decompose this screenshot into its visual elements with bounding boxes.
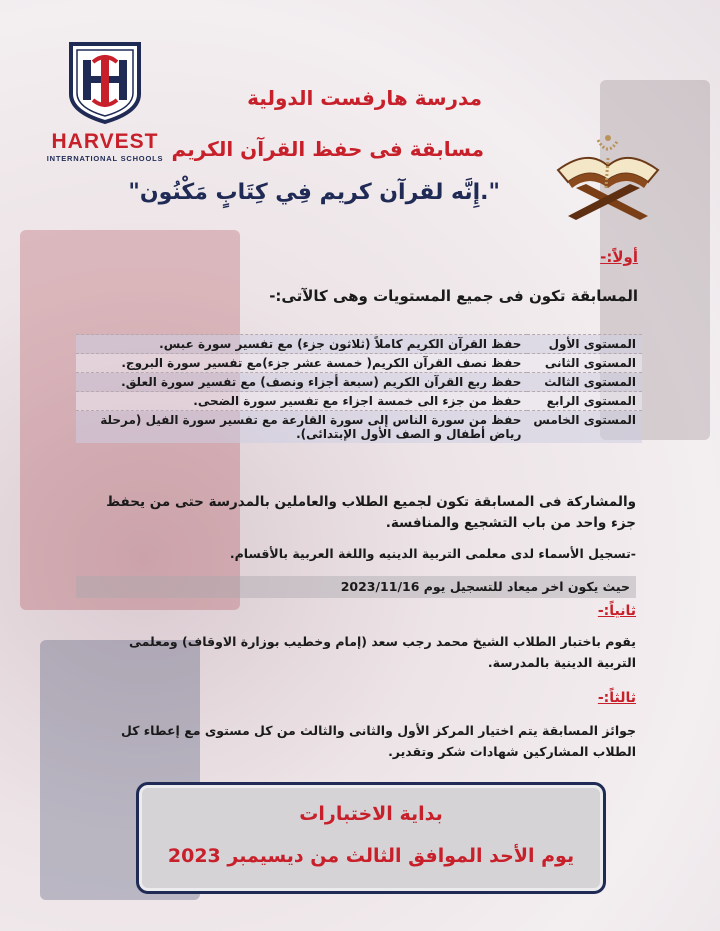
level-name: المستوى الرابع: [527, 392, 642, 411]
table-row: [76, 354, 642, 373]
level-name: المستوى الثالث: [527, 373, 642, 392]
quran-verse: ".إِنَّه لقرآن كريم فِي كِتَابٍ مَكْنُون": [128, 180, 500, 205]
prizes-text: جوائز المسابقة يتم اختيار المركز الأول والثانى والثالث من كل مستوى مع إعطاء كل الطلاب المشاركين شهادات شكر وتقدير.: [120, 723, 636, 760]
school-logo: [40, 38, 170, 163]
level-description: حفظ من سورة الناس إلى سورة القارعة مع تفسير سورة الفيل (مرحلة رياض أطفال و الصف الأول الإبتدائى).: [76, 411, 527, 444]
level-description: حفظ ربع القرآن الكريم (سبعة أجزاء ونصف) مع تفسير سورة العلق.: [76, 373, 527, 392]
level-name: المستوى الأول: [527, 335, 642, 354]
table-row: [76, 373, 642, 392]
table-row: [76, 335, 642, 354]
logo-subtitle: INTERNATIONAL SCHOOLS: [46, 154, 164, 163]
levels-table: [76, 334, 642, 443]
contest-title: مسابقة فى حفظ القرآن الكريم: [171, 137, 484, 161]
table-row: [76, 392, 642, 411]
shield-icon: [63, 38, 147, 126]
level-description: حفظ من جزء الى خمسة اجزاء مع تفسير سورة الضحى.: [76, 392, 527, 411]
levels-intro: المسابقة تكون فى جميع المستويات وهى كالآتى:-: [269, 287, 638, 305]
deadline-text: حيث يكون اخر ميعاد للتسجيل يوم 2023/11/16: [340, 579, 630, 594]
registration-deadline: [76, 576, 636, 598]
level-name: المستوى الثانى: [527, 354, 642, 373]
exam-start-date: يوم الأحد الموافق الثالث من ديسيمبر 2023: [167, 845, 575, 867]
registration-text: -تسجيل الأسماء لدى معلمى التربية الدينيه واللغة العربية بالأقسام.: [229, 546, 636, 561]
level-description: حفظ القرآن الكريم كاملاً (ثلاثون جزء) مع تفسير سورة عبس.: [76, 335, 527, 354]
logo-name: HARVEST: [51, 130, 159, 153]
section-2-heading: ثانياً:-: [597, 603, 636, 619]
level-name: المستوى الخامس: [527, 411, 642, 444]
school-name: مدرسة هارفست الدولية: [247, 86, 482, 110]
examiner-text: يقوم باختبار الطلاب الشيخ محمد رجب سعد (إمام وخطيب بوزارة الاوقاف) ومعلمى التربية الدينية بالمدرسة.: [128, 634, 636, 671]
table-row: [76, 411, 642, 444]
section-3-heading: ثالثاً:-: [597, 690, 636, 706]
level-description: حفظ نصف القرآن الكريم( خمسة عشر جزء)مع تفسير سورة البروج.: [76, 354, 527, 373]
exam-start-box: [136, 782, 606, 894]
section-1-heading: أولاً:-: [600, 248, 638, 266]
quran-stand-icon: [548, 118, 668, 228]
participation-text: والمشاركة فى المسابقة تكون لجميع الطلاب والعاملين بالمدرسة حتى من يحفظ جزء واحد من باب التشجيع والمنافسة.: [106, 494, 636, 531]
exam-start-title: بداية الاختبارات: [299, 803, 443, 825]
